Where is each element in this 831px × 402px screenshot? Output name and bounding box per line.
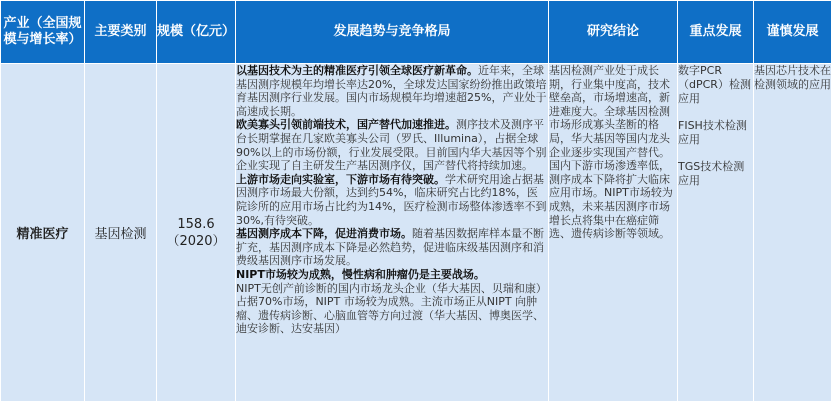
- trend-heading: 以基因技术为主的精准医疗引领全球医疗新革命。: [236, 64, 478, 77]
- caution-cell: [754, 64, 831, 402]
- table-row: [1, 64, 831, 402]
- trend-body: 测序技术及测序平台长期掌握在几家欧美寡头公司（罗氏、Illumina），占据全球90%以上的市场份额，行业发展受限。目前国内华大基因等个别企业实现了自主研发生产基因测序仪，国产替代将持续加速。: [236, 118, 547, 173]
- trend-body: 近年来，全球基因测序规模年均增长率达20%，全球发达国家纷纷推出政策培育基因测序行业发展。国内市场规模年均增速超25%，产业处于高速成长期。: [236, 64, 547, 118]
- trend-heading: 欧美寡头引领前端技术，国产替代加速推进。: [236, 118, 456, 132]
- header-caution: 谨慎发展: [754, 1, 831, 64]
- caution-text: 基因芯片技术在检测领域的应用: [754, 64, 831, 91]
- industry-cell: 精准医疗: [1, 64, 85, 402]
- header-focus: 重点发展: [678, 1, 754, 64]
- trend-heading: NIPT市场较为成熟，慢性病和肿瘤仍是主要战场。: [236, 267, 485, 281]
- header-conclusion: 研究结论: [549, 1, 678, 64]
- focus-cell: [678, 64, 754, 402]
- scale-value: 158.6: [177, 216, 215, 232]
- category-cell: 基因检测: [85, 64, 157, 402]
- trend-body: 学术研究用途占据基因测序市场最大份额，达到约54%，临床研究占比约18%，医院诊所的应用市场占比约为14%，医疗检测市场整体渗透率不到30%,有待突破。: [236, 172, 547, 227]
- focus-item: FISH技术检测应用: [678, 119, 747, 146]
- conclusion-text: 基因检测产业处于成长期，行业集中度高，技术壁垒高，市场增速高，新进难度大。全球基因检测市场形成寡头垄断的格局，华大基因等国内龙头企业逐步实现国产替代。国内下游市场渗透率低，测序成本下降将扩大临床应用市场。NIPT市场较为成熟，未来基因测序市场增长点将集中在癌症筛选、遗传病诊断等领域。: [549, 64, 673, 241]
- trend-heading: 上游市场走向实验室，下游市场有待突破。: [236, 172, 445, 186]
- header-trends: 发展趋势与竞争格局: [236, 1, 549, 64]
- header-scale: 规模（亿元）: [157, 1, 236, 64]
- conclusion-cell: [549, 64, 678, 402]
- focus-item: 数字PCR（dPCR）检测应用: [678, 64, 751, 105]
- trend-body: NIPT无创产前诊断的国内市场龙头企业（华大基因、贝瑞和康）占据70%市场，NIPT 市场较为成熟。主流市场正从NIPT 向肿瘤、遗传病诊断、心脑血管等方向过渡（华大基因、博奥医学、迪安诊断、达安基因）: [236, 281, 547, 336]
- trends-cell: [236, 64, 549, 402]
- trend-body: 随着基因数据库样本量不断扩充，基因测序成本下降是必然趋势，促进临床级基因测序和消费级基因测序市场发展。: [236, 227, 544, 268]
- focus-item: TGS技术检测应用: [678, 160, 745, 187]
- header-industry: 产业（全国规模与增长率）: [1, 1, 85, 64]
- header-row: [1, 1, 831, 64]
- header-category: 主要类别: [85, 1, 157, 64]
- trend-heading: 基因测序成本下降，促进消费市场。: [236, 227, 412, 241]
- scale-year: （2020）: [166, 233, 226, 249]
- scale-cell: [157, 64, 236, 402]
- trends-text: [236, 64, 548, 336]
